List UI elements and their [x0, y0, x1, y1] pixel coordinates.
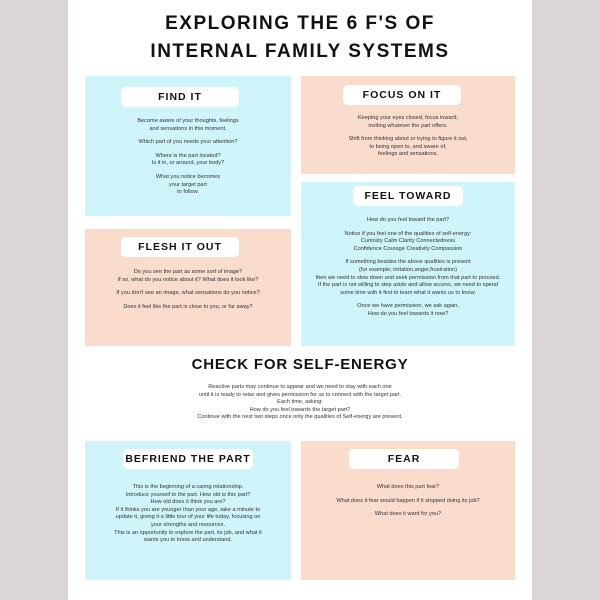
flesh-it-out-heading: FLESH IT OUT [121, 237, 239, 257]
fear-body [305, 484, 511, 519]
text-line: your target part [169, 181, 207, 188]
text-line: How do you feel towards the target part? [249, 406, 351, 413]
text-line: Once we have permission, we ask again, [357, 303, 459, 310]
find-it-card [85, 76, 291, 216]
text-line: Introduce yourself to the part. How old is this part? [125, 491, 251, 498]
text-line: until it is ready to relax and gives permission for us to connect with the target part. [198, 391, 402, 398]
text-line: This is the beginning of a caring relationship. [132, 484, 244, 490]
text-line: If so, what do you notice about it? What does it look like? [117, 276, 259, 283]
focus-on-it-card [301, 76, 515, 174]
befriend-body [89, 484, 287, 545]
check-self-energy-heading: CHECK FOR SELF-ENERGY [191, 356, 409, 373]
page-title-line-1: EXPLORING THE 6 F'S OF [165, 13, 435, 34]
fear-card [301, 441, 515, 580]
worksheet-page [68, 0, 532, 600]
feel-toward-body [305, 217, 511, 319]
feel-toward-card [301, 182, 515, 346]
befriend-card [85, 441, 291, 580]
text-line: then we need to slow down and seek permission from that part to proceed. [315, 274, 501, 281]
text-line: Do you see the part as some sort of image? [133, 269, 243, 275]
text-line: to being open to, and aware of, [369, 143, 447, 150]
text-line: Which part of you needs your attention? [138, 139, 238, 146]
text-line: What does this part fear? [376, 484, 440, 490]
text-line: How do you feel toward the part? [366, 217, 450, 223]
text-line: Shift from thinking about or trying to figure it out, [348, 136, 468, 143]
check-self-energy-body [68, 384, 532, 422]
feel-toward-heading: FEEL TOWARD [353, 186, 463, 206]
text-line: Each time, asking: [277, 399, 323, 406]
text-line: What you notice becomes [155, 173, 221, 180]
text-line: What does it want for you? [374, 511, 442, 518]
text-line: If something besides the above qualities is present [345, 259, 471, 266]
find-it-heading: FIND IT [121, 87, 239, 107]
text-line: If the part is not willing to step aside and allow access, we need to spend [317, 282, 499, 289]
text-line: What does it fear would happen if it stopped doing its job? [336, 497, 480, 504]
find-it-body [89, 118, 287, 197]
page-title-line-2: INTERNAL FAMILY SYSTEMS [150, 41, 450, 62]
text-line: update it, giving it a little tour of your life today, focusing on [115, 514, 261, 521]
text-line: Become aware of your thoughts, feelings [137, 118, 239, 124]
text-line: to follow. [177, 189, 199, 196]
text-line: Where is the part located? [155, 152, 221, 159]
text-line: This is an opportunity to explore the part, its job, and what it [114, 529, 262, 536]
text-line: wants you to know and understand. [143, 537, 232, 544]
text-line: your strengths and resources. [151, 521, 225, 528]
text-line: If it thinks you are younger than your age, take a minute to [115, 506, 261, 513]
text-line: Does it feel like the part is close to you, or far away? [123, 303, 253, 310]
text-line: (for example; irritation,anger,frustration) [359, 266, 457, 273]
page-title [68, 10, 532, 66]
fear-heading: FEAR [349, 449, 459, 469]
text-line: Reactive parts may continue to appear and we need to stay with each one [208, 384, 392, 390]
text-line: How old does it think you are? [150, 499, 226, 506]
focus-on-it-heading: FOCUS ON IT [343, 85, 461, 105]
text-line: feelings and sensations. [377, 151, 439, 158]
text-line: If you don't see an image, what sensations do you notice? [116, 290, 260, 297]
text-line: Confidence Courage Creativity Compassion [353, 245, 463, 252]
flesh-it-out-body [89, 269, 287, 311]
text-line: Notice if you feel one of the qualities of self-energy: [344, 230, 472, 237]
focus-on-it-body [305, 115, 511, 159]
text-line: and sensations in this moment. [149, 125, 227, 132]
text-line: Is it in, or around, your body? [151, 160, 225, 167]
text-line: inviting whatever the part offers. [368, 122, 448, 129]
text-line: some time with it first to learn what it wants us to know. [340, 289, 476, 296]
text-line: Curiosity Calm Clarity Connectedness [360, 238, 456, 245]
flesh-it-out-card [85, 229, 291, 346]
text-line: Continue with the next two steps once only the qualities of Self-energy are present. [197, 414, 403, 421]
text-line: Keeping your eyes closed, focus inward, [357, 115, 459, 121]
text-line: How do you feel towards it now? [367, 310, 449, 317]
befriend-heading: BEFRIEND THE PART [123, 449, 253, 469]
